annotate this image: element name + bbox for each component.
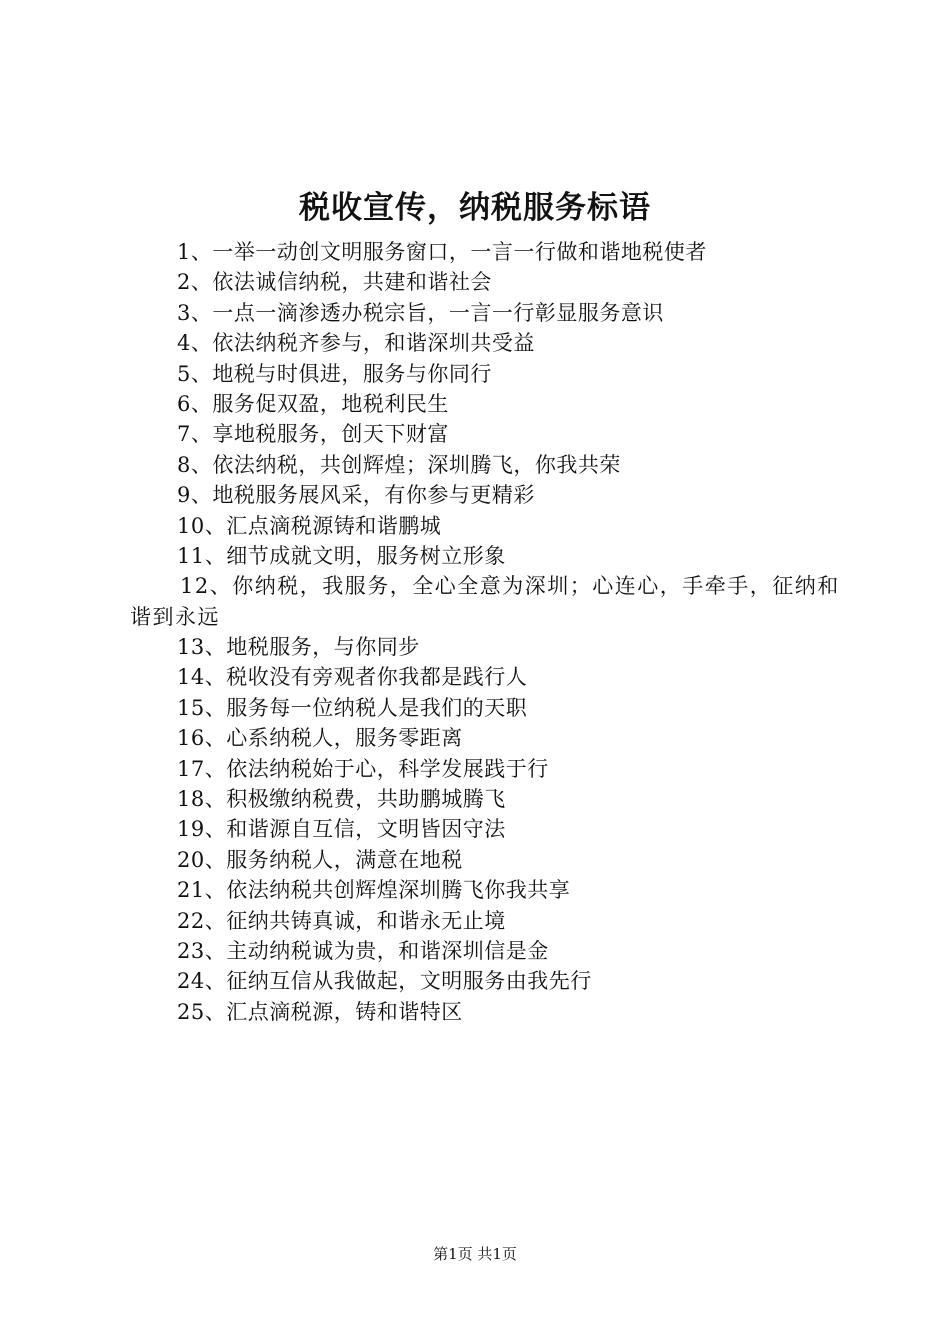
slogan-item: 6、服务促双盈，地税利民生 <box>177 391 449 416</box>
slogan-item: 25、汇点滴税源，铸和谐特区 <box>177 999 463 1024</box>
slogan-item: 18、积极缴纳税费，共助鹏城腾飞 <box>177 787 506 812</box>
slogan-item: 19、和谐源自互信，文明皆因守法 <box>177 817 506 842</box>
slogan-item: 12、你纳税，我服务，全心全意为深圳；心连心，手牵手，征纳和谐到永远 <box>130 574 840 629</box>
slogan-item: 16、心系纳税人，服务零距离 <box>177 726 463 751</box>
slogan-item: 23、主动纳税诚为贵，和谐深圳信是金 <box>177 939 549 963</box>
slogan-item: 7、享地税服务，创天下财富 <box>177 422 449 447</box>
slogan-item: 3、一点一滴渗透办税宗旨，一言一行彰显服务意识 <box>177 300 664 325</box>
slogan-item: 17、依法纳税始于心，科学发展践于行 <box>177 756 549 781</box>
slogan-item: 24、征纳互信从我做起，文明服务由我先行 <box>177 969 592 994</box>
page-footer: 第1页 共1页 <box>433 1245 517 1263</box>
page-title: 税收宣传，纳税服务标语 <box>299 190 651 226</box>
slogan-item: 8、依法纳税，共创辉煌；深圳腾飞，你我共荣 <box>177 452 621 477</box>
slogan-item: 1、一举一动创文明服务窗口，一言一行做和谐地税使者 <box>177 240 707 264</box>
slogan-item: 5、地税与时俱进，服务与你同行 <box>177 361 492 386</box>
slogan-item: 4、依法纳税齐参与，和谐深圳共受益 <box>177 331 535 356</box>
slogan-item: 2、依法诚信纳税，共建和谐社会 <box>177 270 492 295</box>
slogan-item: 9、地税服务展风采，有你参与更精彩 <box>177 483 535 508</box>
slogan-item: 22、征纳共铸真诚，和谐永无止境 <box>177 908 506 933</box>
slogan-item: 20、服务纳税人，满意在地税 <box>177 847 463 872</box>
slogan-item: 13、地税服务，与你同步 <box>177 635 420 660</box>
slogan-list <box>130 237 850 1027</box>
slogan-item: 15、服务每一位纳税人是我们的天职 <box>177 695 528 720</box>
slogan-item: 21、依法纳税共创辉煌深圳腾飞你我共享 <box>177 878 571 903</box>
slogan-item: 11、细节成就文明，服务树立形象 <box>177 543 506 568</box>
slogan-item: 14、税收没有旁观者你我都是践行人 <box>177 665 528 690</box>
slogan-item: 10、汇点滴税源铸和谐鹏城 <box>177 513 442 538</box>
